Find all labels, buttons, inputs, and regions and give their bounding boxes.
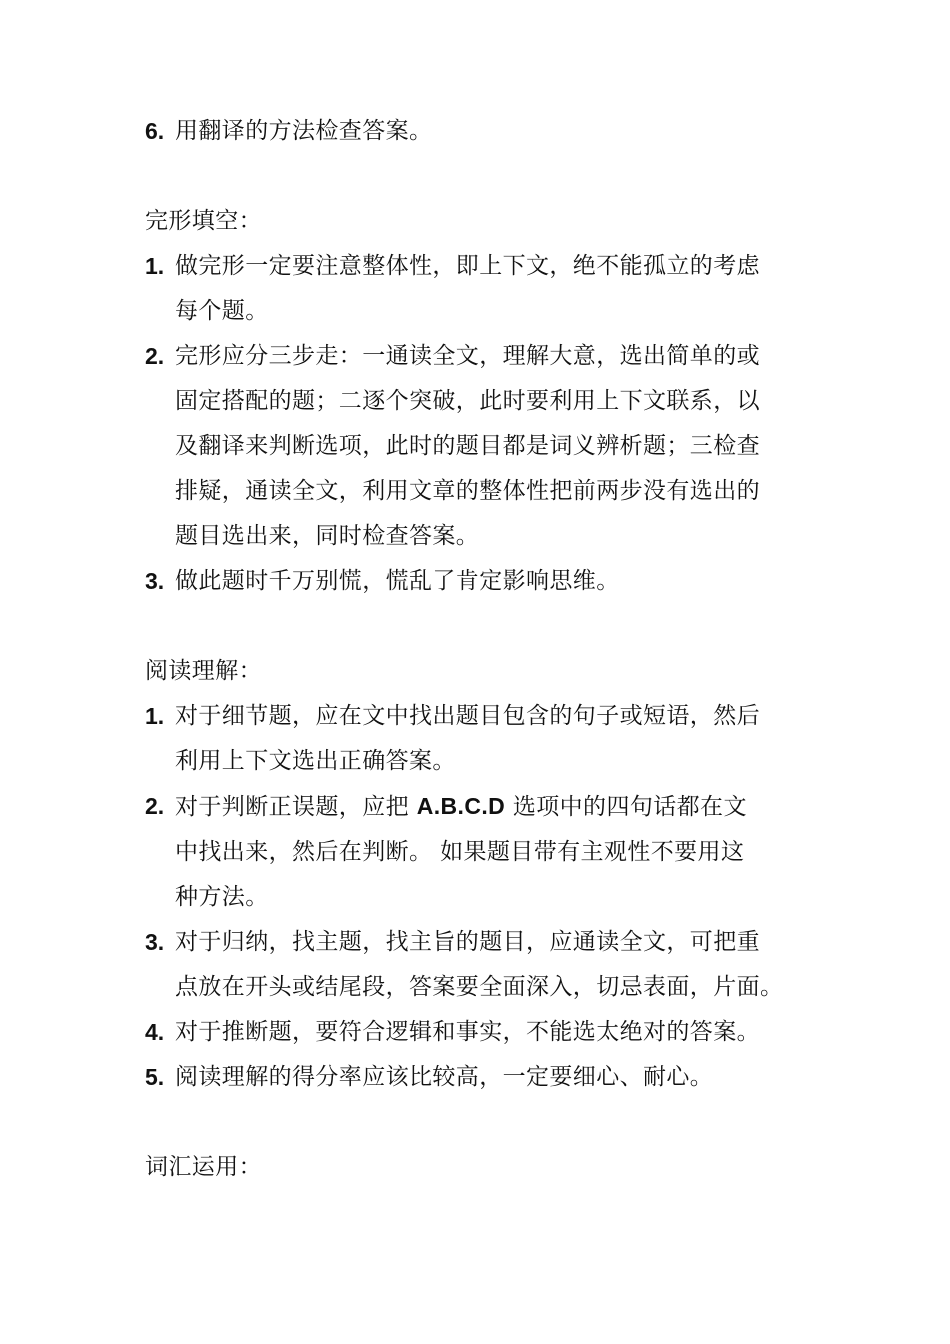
item-number: 1. [145, 703, 165, 729]
item-line: 点放在开头或结尾段，答案要全面深入，切忌表面，片面。 [175, 974, 784, 1000]
item-line: 阅读理解的得分率应该比较高，一定要细心、耐心。 [175, 1064, 714, 1090]
reading-item-3 [145, 920, 815, 1010]
item-number: 2. [145, 343, 165, 369]
item-number: 3. [145, 568, 165, 594]
item-line: 做此题时千万别慌，慌乱了肯定影响思维。 [175, 568, 620, 594]
document-content [145, 109, 815, 1190]
item-text-pre: 对于判断正误题，应把 [175, 794, 417, 820]
item-number: 3. [145, 929, 165, 955]
item-line: 对于归纳，找主题，找主旨的题目，应通读全文，可把重 [175, 929, 760, 955]
item-line: 及翻译来判断选项，此时的题目都是词义辨析题；三检查 [175, 433, 760, 459]
item-number: 5. [145, 1064, 165, 1090]
item-number: 2. [145, 793, 165, 819]
item-line: 每个题。 [175, 298, 269, 324]
vocab-heading: 词汇运用： [145, 1154, 262, 1180]
reading-heading: 阅读理解： [145, 658, 262, 684]
item-line: 完形应分三步走：一通读全文，理解大意，选出简单的或 [175, 343, 760, 369]
item-line: 利用上下文选出正确答案。 [175, 748, 456, 774]
item-line: 对于细节题，应在文中找出题目包含的句子或短语，然后 [175, 703, 760, 729]
item-number: 6. [145, 118, 165, 144]
item-text-post: 选项中的四句话都在文 [505, 794, 747, 820]
cloze-item-3 [145, 559, 815, 604]
cloze-heading: 完形填空： [145, 208, 262, 234]
item-line [175, 784, 815, 830]
item-line: 中找出来，然后在判断。 如果题目带有主观性不要用这 [175, 839, 745, 865]
option-letters: A.B.C.D [416, 793, 506, 819]
item-line: 排疑，通读全文，利用文章的整体性把前两步没有选出的 [175, 478, 760, 504]
item-line: 对于推断题，要符合逻辑和事实，不能选太绝对的答案。 [175, 1019, 760, 1045]
item-number: 4. [145, 1019, 165, 1045]
section-gap [145, 604, 815, 649]
reading-item-5 [145, 1055, 815, 1100]
cloze-item-1 [145, 244, 815, 334]
intro-item [145, 109, 815, 154]
reading-item-1 [145, 694, 815, 784]
item-line: 种方法。 [175, 884, 269, 910]
item-line: 固定搭配的题；二逐个突破，此时要利用上下文联系，以 [175, 388, 760, 414]
reading-item-2 [145, 784, 815, 920]
item-line: 做完形一定要注意整体性，即上下文，绝不能孤立的考虑 [175, 253, 760, 279]
section-gap [145, 1100, 815, 1145]
item-number: 1. [145, 253, 165, 279]
item-text: 用翻译的方法检查答案。 [175, 118, 433, 144]
item-line: 题目选出来，同时检查答案。 [175, 523, 480, 549]
cloze-item-2 [145, 334, 815, 559]
section-gap [145, 154, 815, 199]
reading-item-4 [145, 1010, 815, 1055]
